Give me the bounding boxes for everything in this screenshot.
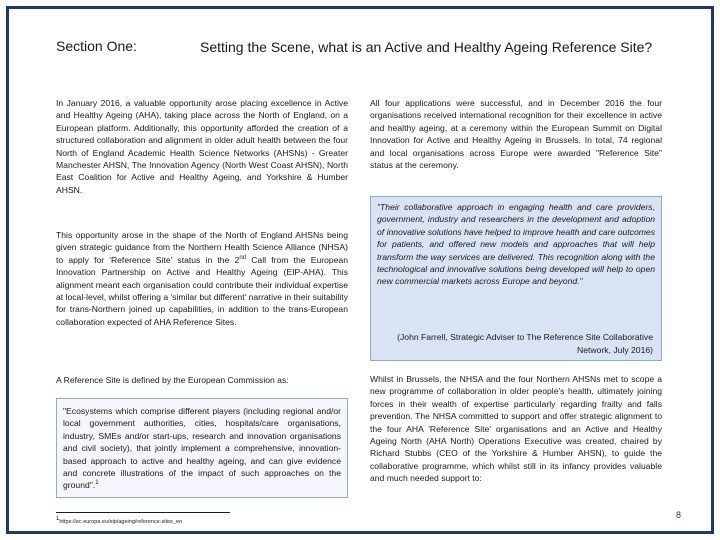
callout-attribution: (John Farrell, Strategic Adviser to The Reference Site Collaborative Network, July 2016) — [397, 332, 653, 355]
left-paragraph-3: A Reference Site is defined by the European Commission as: — [56, 375, 289, 385]
footnote: $^1$https://ec.europa.eu/eip/ageing/reference-sites_en — [56, 516, 182, 525]
definition-box — [56, 398, 348, 498]
section-label: Section One: — [56, 38, 137, 54]
left-paragraph-1: In January 2016, a valuable opportunity arose placing excellence in Active and Healthy Ageing (AHA), taking place across the North of England, on a European platform. Additionally, this opportunity afforded the creation of a structured collaboration and alignment in older adult health between the four North of England Academic Health Science Networks (AHSNs) - Greater Manchester AHSN, The Innovation Agency (North West Coast AHSN), North East Coalition for Active and Healthy Ageing, and Yorkshire & Humber AHSN. — [56, 98, 348, 195]
right-paragraph-2: Whilst in Brussels, the NHSA and the four Northern AHSNs met to scope a new programme of collaboration in older people's health, ultimately joining forces in their wealth of expertise particularly regarding frailty and falls prevention. The NHSA committed to support and offer strategic alignment to the four AHA 'Reference Site' organisations and an Active and Healthy Ageing North (AHA North) Operations Executive was created, chaired by Richard Stubbs (CEO of the Yorkshire & Humber AHSN), to guide the collaborative programme, which whilst still in its infancy provides valuable and much needed support to: — [370, 374, 662, 484]
quote-callout — [370, 196, 662, 361]
right-paragraph-1: All four applications were successful, and in December 2016 the four organisations received international recognition for their excellence in active and healthy ageing, at a ceremony within the European Summit on Digital Innovation for Active and Healthy Ageing in Brussels. In total, 74 regional and local organisations across Europe were awarded "Reference Site" status at the ceremony. — [370, 98, 662, 171]
page-title: Setting the Scene, what is an Active and Healthy Ageing Reference Site? — [200, 39, 653, 55]
left-paragraph-2: This opportunity arose in the shape of the North of England AHSNs being given strategic guidance from the Northern Health Science Alliance (NHSA) to apply for 'Reference Site' status in the 2nd Call from the European Innovation Partnership on Active and Healthy Ageing (EIP-AHA). This alignment meant each organisation could contribute their individual expertise at local-level, whilst offering a 'similar but different' narrative in their suitability for trans-Northern joined up capabilities, in addition to the trans-European collaboration expected of AHA Reference Sites. — [56, 230, 348, 327]
footnote-divider — [56, 512, 230, 513]
definition-text: "Ecosystems which comprise different players (including regional and/or local government authorities, cities, hospitals/care organisations, industry, SMEs and/or start-ups, research and innovation organisations and civil society), that jointly implement a comprehensive, innovation-based approach to active and healthy ageing, and can give evidence and concrete illustrations of the impact of such approaches on the ground".$^1$ — [63, 406, 341, 491]
footnote-link[interactable]: https://ec.europa.eu/eip/ageing/reference-sites_en — [59, 519, 182, 525]
callout-quote: "Their collaborative approach in engaging health and care providers, government, industry and researchers in the development and adoption of innovative solutions have helped to improve health and care outcomes for patients, and offered new models and approaches that will help transform the way services are delivered. This recognition along with the technological and innovative solutions being developed will help to open new commercial markets across Europe and beyond." — [377, 202, 655, 287]
page-number: 8 — [676, 510, 682, 520]
